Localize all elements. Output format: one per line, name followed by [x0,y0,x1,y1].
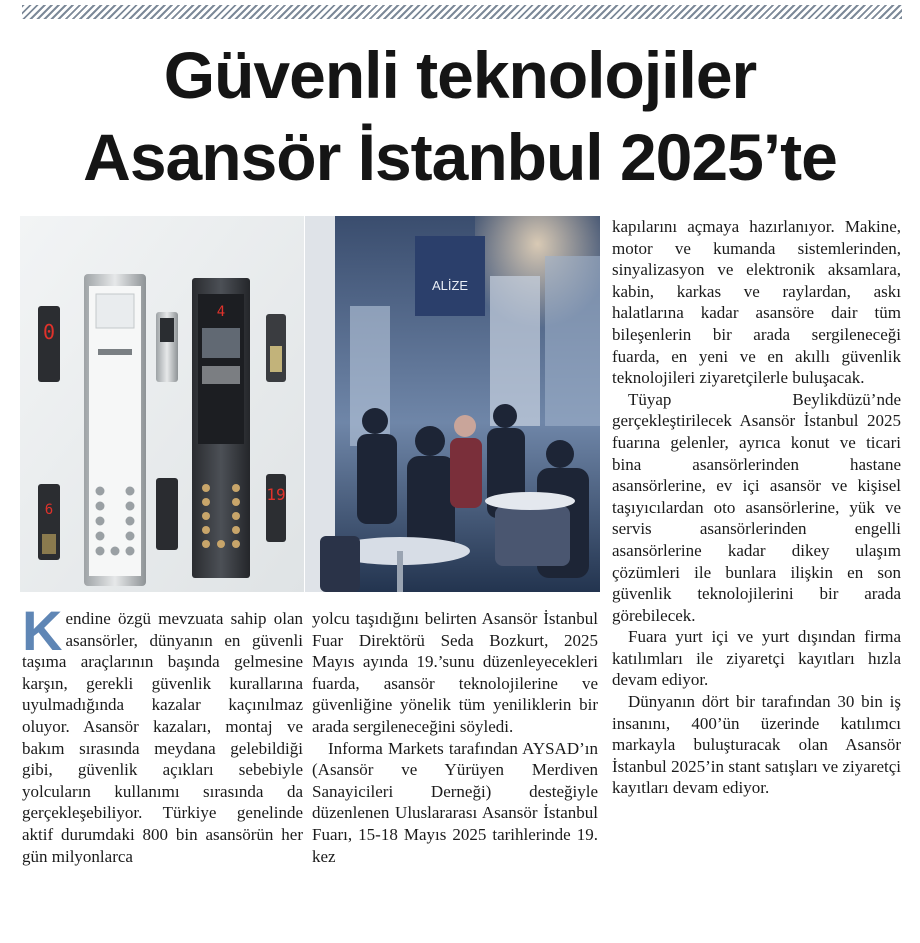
floor-display-6: 6 [44,502,54,518]
floor-display-4: 4 [216,304,226,320]
decorative-hatch-bar [22,5,902,19]
floor-display-19: 19 [266,485,286,504]
article-paragraph: Tüyap Beylikdüzü’nde gerçekleştirilecek Asansör İstanbul 2025 fuarına gelenler, ayrıca konut ve ticari bina asansörlerinden hastane asansörlerine, ev içi asansör ve kişisel taşıyıcılardan oto asansörlerine, yük ve servis asansörlerinden engelli asansörlerine kadar dikey ulaşım çözümleri ile bunlara ilişkin en son güvenlik teknolojilerini bir arada görebilecek. [612,389,901,625]
booth-sign: ALİZE [431,278,469,293]
elevator-panels-photo [20,216,304,592]
article-paragraph: Informa Markets tarafından AYSAD’ın (Asansör ve Yürüyen Merdiven Sanayicileri Derneği) desteğiyle düzenlenen Uluslararası Asansör İstanbul Fuarı, 15-18 Mayıs 2025 tarihlerinde 19. kez [312,738,598,866]
article-column-3 [612,216,901,799]
headline-line-1: Güvenli teknolojiler [163,38,757,112]
article-column-1 [22,599,303,867]
headline-line-2: Asansör İstanbul 2025’te [83,120,837,194]
article-text: endine özgü mevzuata sahip olan asansörler, dünyanın en güvenli taşıma araçlarının başında gelmesine karşın, gerekli güvenlik kurallarına uyulmadığında kazalar kaçınılmaz oluyor. Asansör kazaları, montaj ve bakım sırasında meydana gelebildiği gibi, güvenlik açıkları sebebiyle yolcuların kullanımı sırasında da gerçekleşebiliyor. Türkiye genelinde aktif durumdaki 800 bin asansörün her gün milyonlarca [22,609,303,866]
expo-visitors-photo [305,216,600,592]
article-paragraph: Fuara yurt içi ve yurt dışından firma katılımları ile ziyaretçi kayıtları hızla devam ediyor. [612,627,901,690]
article-paragraph: kapılarını açmaya hazırlanıyor. Makine, motor ve kumanda sistemlerinden, sinyalizasyon ve elektronik aksamlara, kabin, karkas ve raylardan, askı halatlarına kadar asansöre dair tüm bileşenlerin bir arada sergileneceği fuarda, en yeni ve en akıllı güvenlik teknolojileri ziyaretçilerle buluşacak. [612,217,901,388]
floor-display-0: 0 [42,320,56,344]
article-paragraph: yolcu taşıdığını belirten Asansör İstanbul Fuar Direktörü Seda Bozkurt, 2025 Mayıs ayında 19.’sunu düzenleyecekleri fuarda, asansör teknolojilerine ve güvenliğine yönelik tüm yeniliklerin bir arada sergileneceğini söyledi. [312,609,598,736]
drop-cap: K [22,599,63,662]
article-paragraph [22,599,303,867]
article-column-2 [312,608,598,867]
article-paragraph: Dünyanın dört bir tarafından 30 bin iş insanını, 400’ün üzerinde katılımcı markayla buluşturacak olan Asansör İstanbul 2025’in stant satışları ve ziyaretçi kayıtları devam ediyor. [612,692,901,798]
